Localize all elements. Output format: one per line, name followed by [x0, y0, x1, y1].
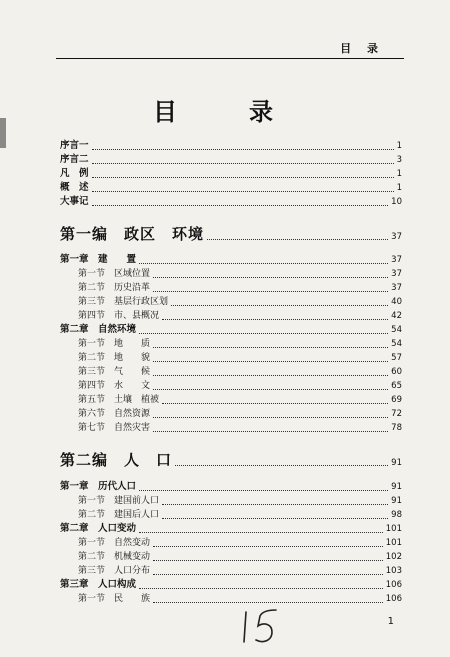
toc-chapter-1-2[interactable]: [60, 323, 402, 337]
toc-section-label: 第一节 区域位置: [78, 269, 151, 279]
toc-section-page: 78: [391, 423, 402, 433]
toc-part-page: 37: [391, 232, 402, 242]
toc-section[interactable]: [78, 536, 402, 550]
leader-dots: [139, 532, 383, 533]
leader-dots: [162, 403, 388, 404]
toc-section-page: 91: [391, 496, 402, 506]
leader-dots: [153, 431, 388, 432]
toc-section-label: 第一节 地 质: [78, 339, 151, 349]
leader-dots: [175, 465, 388, 466]
toc-section-label: 第二节 历史沿革: [78, 283, 151, 293]
leader-dots: [153, 417, 388, 418]
toc-chapter-page: 91: [391, 482, 402, 492]
toc-entry-page: 1: [396, 141, 402, 151]
toc-chapter-label: 第二章 自然环境: [60, 324, 137, 335]
leader-dots: [153, 361, 388, 362]
leader-dots: [162, 319, 388, 320]
toc-section-page: 54: [391, 339, 402, 349]
toc-section-page: 65: [391, 381, 402, 391]
leader-dots: [153, 560, 383, 561]
toc-section-label: 第三节 气 候: [78, 367, 151, 377]
toc-section-label: 第一节 自然变动: [78, 538, 151, 548]
leader-dots: [162, 518, 388, 519]
page-number: 1: [387, 616, 394, 627]
toc-entry-page: 1: [396, 169, 402, 179]
toc-entry-page: 3: [396, 155, 402, 165]
toc-section-page: 106: [385, 594, 402, 604]
toc-section-page: 103: [385, 566, 402, 576]
toc-section[interactable]: [78, 407, 402, 421]
running-header: 目 录: [340, 42, 384, 55]
toc-section[interactable]: [78, 379, 402, 393]
leader-dots: [153, 347, 388, 348]
page-title: 目 录: [153, 97, 297, 126]
leader-dots: [153, 602, 383, 603]
leader-dots: [153, 277, 388, 278]
toc-entry-label: 序言一: [60, 140, 89, 151]
toc-section-label: 第一节 建国前人口: [78, 496, 160, 506]
toc-section-label: 第四节 水 文: [78, 381, 151, 391]
toc-section-page: 42: [391, 311, 402, 321]
toc-section-page: 40: [391, 297, 402, 307]
toc-section-page: 102: [385, 552, 402, 562]
toc-entry-page: 10: [391, 197, 402, 207]
toc-section-page: 37: [391, 269, 402, 279]
leader-dots: [139, 588, 383, 589]
handwritten-note: [238, 606, 286, 646]
toc-section-page: 60: [391, 367, 402, 377]
toc-part-page: 91: [391, 458, 402, 468]
toc-section-label: 第二节 地 貌: [78, 353, 151, 363]
toc-chapter-label: 第三章 人口构成: [60, 579, 137, 590]
toc-entry-overview[interactable]: [60, 181, 402, 195]
toc-section[interactable]: [78, 295, 402, 309]
toc-entry-page: 1: [396, 183, 402, 193]
toc-part-1[interactable]: [60, 224, 402, 244]
toc-section-label: 第三节 基层行政区划: [78, 297, 169, 307]
leader-dots: [171, 305, 388, 306]
toc-section-page: 57: [391, 353, 402, 363]
toc-entry-label: 序言二: [60, 154, 89, 165]
leader-dots: [162, 504, 388, 505]
toc-part-label: 第二编 人 口: [60, 451, 173, 469]
leader-dots: [139, 263, 388, 264]
leader-dots: [92, 191, 394, 192]
header-rule: [56, 58, 404, 59]
leader-dots: [92, 163, 394, 164]
toc-section[interactable]: [78, 421, 402, 435]
toc-section-page: 98: [391, 510, 402, 520]
toc-section[interactable]: [78, 281, 402, 295]
leader-dots: [153, 291, 388, 292]
leader-dots: [92, 149, 394, 150]
leader-dots: [92, 205, 389, 206]
toc-chapter-label: 第二章 人口变动: [60, 523, 137, 534]
toc-chapter-page: 106: [385, 580, 402, 590]
toc-section-page: 101: [385, 538, 402, 548]
toc-chapter-2-2[interactable]: [60, 522, 402, 536]
leader-dots: [153, 546, 383, 547]
leader-dots: [92, 177, 394, 178]
leader-dots: [153, 389, 388, 390]
toc-section[interactable]: [78, 351, 402, 365]
toc-section-label: 第一节 民 族: [78, 594, 151, 604]
leader-dots: [153, 375, 388, 376]
toc-section[interactable]: [78, 365, 402, 379]
toc-entry-label: 凡 例: [60, 168, 89, 179]
toc-chapter-2-3[interactable]: [60, 578, 402, 592]
toc-entry-chronicle[interactable]: [60, 195, 402, 209]
toc-entry-preface-2[interactable]: [60, 153, 402, 167]
toc-chapter-label: 第一章 历代人口: [60, 481, 137, 492]
toc-section[interactable]: [78, 393, 402, 407]
toc-section[interactable]: [78, 337, 402, 351]
toc-part-label: 第一编 政区 环境: [60, 225, 205, 243]
toc-section[interactable]: [78, 494, 402, 508]
toc-chapter-1-1[interactable]: [60, 253, 402, 267]
toc-section-label: 第七节 自然灾害: [78, 423, 151, 433]
leader-dots: [207, 239, 388, 240]
toc-section[interactable]: [78, 564, 402, 578]
toc-chapter-page: 37: [391, 255, 402, 265]
leader-dots: [139, 333, 388, 334]
toc-entry-label: 大事记: [60, 196, 89, 207]
toc-section[interactable]: [78, 592, 402, 606]
handwritten-note-text: 15: [238, 606, 240, 607]
toc-section-page: 72: [391, 409, 402, 419]
toc-section-page: 69: [391, 395, 402, 405]
toc-section-label: 第六节 自然资源: [78, 409, 151, 419]
toc-section-page: 37: [391, 283, 402, 293]
toc-entry-label: 概 述: [60, 182, 89, 193]
toc-chapter-label: 第一章 建 置: [60, 254, 137, 265]
leader-dots: [139, 490, 388, 491]
toc-section[interactable]: [78, 309, 402, 323]
toc-entry-preface-1[interactable]: [60, 139, 402, 153]
toc-part-2[interactable]: [60, 450, 402, 470]
toc-chapter-page: 54: [391, 325, 402, 335]
toc-chapter-page: 101: [385, 524, 402, 534]
toc-section[interactable]: [78, 508, 402, 522]
toc-entry-notes[interactable]: [60, 167, 402, 181]
toc-section[interactable]: [78, 267, 402, 281]
toc-section-label: 第三节 人口分布: [78, 566, 151, 576]
toc-section-label: 第二节 建国后人口: [78, 510, 160, 520]
toc-section[interactable]: [78, 550, 402, 564]
leader-dots: [153, 574, 383, 575]
toc-section-label: 第四节 市、县概况: [78, 311, 160, 321]
toc-chapter-2-1[interactable]: [60, 480, 402, 494]
toc-section-label: 第五节 土壤 植被: [78, 395, 160, 405]
toc-section-label: 第二节 机械变动: [78, 552, 151, 562]
